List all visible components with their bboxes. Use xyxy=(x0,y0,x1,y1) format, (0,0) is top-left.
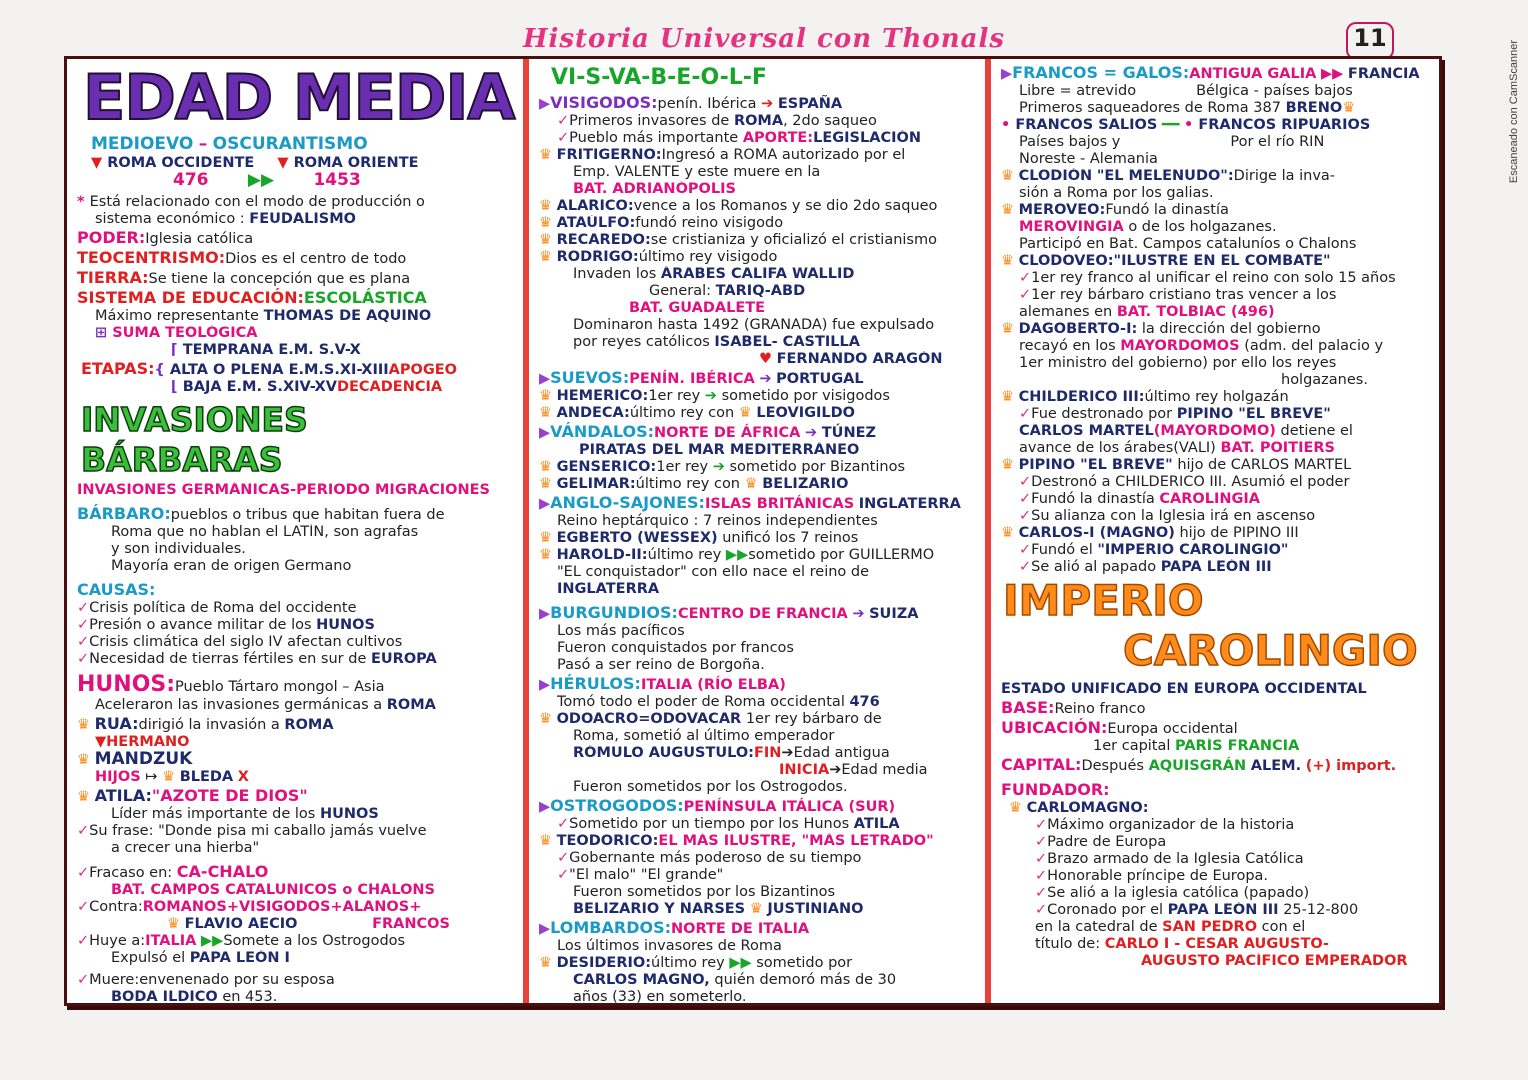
childerico-line: ♛ CHILDERICO III:último rey holgazán xyxy=(1001,389,1289,405)
rua-line: ♛ RUA:dirigió la invasión a ROMA xyxy=(77,714,334,733)
odoacro-4: INICIA➔Edad media xyxy=(779,762,928,778)
conquistador-1: "EL conquistador" con ello nace el reino de xyxy=(557,564,870,580)
meroveo-line: ♛ MEROVEO:Fundó la dinastía xyxy=(1001,202,1229,218)
suma-line: ⊞ SUMA TEOLÓGICA xyxy=(95,325,258,341)
carlomagno-6: ✓Coronado por el PAPA LEÓN III 25-12-800 xyxy=(1035,902,1359,918)
roma-labels: ▼ ROMA OCCIDENTE ▼ ROMA ORIENTE xyxy=(91,155,419,171)
atila-line: ♛ ATILA:"AZOTE DE DIOS" xyxy=(77,786,308,805)
invasiones-sub: INVASIONES GERMÁNICAS-PERIODO MIGRACIONES xyxy=(77,482,490,498)
poder-line: PODER:Iglesia católica xyxy=(77,228,254,247)
tierra-line: TIERRA:Se tiene la concepción que es plana xyxy=(77,268,411,287)
etapas-block: ⌈ TEMPRANA E.M. S.V-X ETAPAS:{ ALTA O PLENA E.M.S.XI-XIIIAPOGEO ⌊ BAJA E.M. S.XIV-XVDECADENCIA xyxy=(81,342,457,395)
lombardos-1: Los últimos invasores de Roma xyxy=(557,938,782,954)
carlomagno-3: ✓Brazo armado de la Iglesia Católica xyxy=(1035,851,1304,867)
causa-1: ✓Crisis política de Roma del occidente xyxy=(77,600,357,616)
causa-3: ✓Crisis climática del siglo IV afectan cultivos xyxy=(77,634,403,650)
hunos-line1: HUNOS:Pueblo Tártaro mongol – Asia xyxy=(77,673,385,697)
clodoveo-line: ♛ CLODOVEO:"ILUSTRE EN EL COMBATE" xyxy=(1001,253,1331,269)
meroveo-3: Participó en Bat. Campos cataluníos o Chalons xyxy=(1019,236,1357,252)
causa-4: ✓Necesidad de tierras fértiles en sur de EUROPA xyxy=(77,651,437,667)
andeca-line: ♛ ANDECA:último rey con ♛ LEOVIGILDO xyxy=(539,405,856,421)
carlos-2: ✓Se alió al papado PAPA LEÓN III xyxy=(1019,559,1272,575)
piratas-line: PIRATAS DEL MAR MEDITERRÁNEO xyxy=(579,442,860,458)
pipino-2: ✓Fundó la dinastía CAROLINGIA xyxy=(1019,491,1261,507)
clodoveo-1: ✓1er rey franco al unificar el reino con solo 15 años xyxy=(1019,270,1396,286)
atila-frase: ✓Su frase: "Donde pisa mi caballo jamás vuelve xyxy=(77,823,427,839)
fritigerno-2: Emp. VALENTE y este muere en la xyxy=(573,164,821,180)
burgundios-3: Pasó a ser reino de Borgoña. xyxy=(557,657,765,673)
teocentrismo-line: TEOCENTRISMO:Dios es el centro de todo xyxy=(77,248,407,267)
teodorico-line: ♛ TEODORICO:EL MÁS ILUSTRE, "MÁS LETRADO" xyxy=(539,833,934,849)
carlomagno-5: ✓Se alió a la iglesia católica (papado) xyxy=(1035,885,1310,901)
ubicacion-line: UBICACIÓN:Europa occidental xyxy=(1001,718,1238,737)
mandzuk-line: ♛ MANDZUK xyxy=(77,751,193,769)
imperio-title: IMPERIO xyxy=(1003,576,1204,625)
relacion-line1: * Está relacionado con el modo de producción o xyxy=(77,194,425,210)
conquistador-2: INGLATERRA xyxy=(557,581,660,597)
heptarquico-line: Reino heptárquico : 7 reinos independientes xyxy=(557,513,878,529)
mnemonic-title: VI-S-VA-B-E-O-L-F xyxy=(551,65,767,90)
childerico-3: avance de los árabes(VALI) BAT. POITIERS xyxy=(1019,440,1335,456)
carlos-1: ✓Fundó el "IMPERIO CAROLINGIO" xyxy=(1019,542,1289,558)
column-francos xyxy=(991,59,1439,1003)
barbaro-line2: Roma que no hablan el LATÍN, son agrafas xyxy=(111,524,419,540)
atila-frase-2: a crecer una hierba" xyxy=(111,840,260,856)
carlos-line: ♛ CARLOS-I (MAGNO) hijo de PIPINO III xyxy=(1001,525,1299,541)
muere-line: ✓Muere:envenenado por su esposa xyxy=(77,972,335,988)
gelimar-line: ♛ GELIMAR:último rey con ♛ BELIZARIO xyxy=(539,476,849,492)
expulso-line: Expulsó el PAPA LEÓN I xyxy=(111,950,290,966)
barbaro-line1: BÁRBARO:pueblos o tribus que habitan fuera de xyxy=(77,504,445,523)
fracaso-line: ✓Fracaso en: CA-CHALO xyxy=(77,862,269,881)
carlomagno-7: en la catedral de SAN PEDRO con el xyxy=(1035,919,1306,935)
fritigerno-line: ♛ FRITIGERNO:Ingresó a ROMA autorizado por el xyxy=(539,147,906,163)
general-line: General: TARIQ-ABD xyxy=(649,283,806,299)
herulos-line: ▶HÉRULOS:ITALIA (RÍO ELBA) xyxy=(539,674,786,693)
invaden-line: Invaden los ÁRABES CALIFA WALLID xyxy=(573,266,855,282)
ostrogodos-1: ✓Sometido por un tiempo por los Hunos ATILA xyxy=(557,816,900,832)
flavio-line: ♛ FLAVIO AECIO FRANCOS xyxy=(167,916,450,932)
francos-line: ▶FRANCOS = GALOS:ANTIGUA GALIA ▶▶ FRANCIA xyxy=(1001,63,1420,82)
vandalos-line: ▶VÁNDALOS:NORTE DE ÁFRICA ➔ TÚNEZ xyxy=(539,422,877,441)
dagoberto-3: 1er ministro del gobierno) por ello los reyes xyxy=(1019,355,1337,371)
scanner-watermark: Escaneado con CamScanner xyxy=(1508,40,1520,184)
desiderio-2: CARLOS MAGNO, quién demoró más de 30 xyxy=(573,972,897,988)
atila-lider: Líder más importante de los HUNOS xyxy=(111,806,379,822)
odoacro-3: RÓMULO AUGUSTULO:FIN➔Edad antigua xyxy=(573,745,890,761)
teodorico-2: ✓Gobernante más poderoso de su tiempo xyxy=(557,850,862,866)
boda-line: BODA ILDICO en 453. xyxy=(111,989,278,1003)
contra-line: ✓Contra:ROMANOS+VISIGODOS+ALANOS+ xyxy=(77,899,422,915)
fundador-heading: FUNDADOR: xyxy=(1001,780,1110,799)
clodoveo-2: ✓1er rey bárbaro cristiano tras vencer a los xyxy=(1019,287,1337,303)
causa-2: ✓Presión o avance militar de los HUNOS xyxy=(77,617,375,633)
pipino-1: ✓Destronó a CHILDERICO III. Asumió el poder xyxy=(1019,474,1350,490)
teodorico-3: ✓"El malo" "El grande" xyxy=(557,867,724,883)
dominaron-2: por reyes católicos ISABEL- CASTILLA xyxy=(573,334,860,350)
barbaro-line3: y son individuales. xyxy=(111,541,246,557)
educacion-line: SISTEMA DE EDUCACIÓN:ESCOLÁSTICA xyxy=(77,288,427,307)
hermano-label: ▼HERMANO xyxy=(95,734,190,750)
page-number: 11 xyxy=(1346,22,1394,60)
carlomagno-8: título de: CARLO I - CESAR AUGUSTO- xyxy=(1035,936,1329,952)
lombardos-line: ▶LOMBARDOS:NORTE DE ITALIA xyxy=(539,918,810,937)
burgundios-1: Los más pacíficos xyxy=(557,623,685,639)
page-header-title: Historia Universal con Thonals xyxy=(522,24,1006,54)
salios-1: Países bajos y Por el río RIN xyxy=(1019,134,1325,150)
carlomagno-2: ✓Padre de Europa xyxy=(1035,834,1167,850)
capital-2: CAPITAL:Después AQUISGRÁN ALEM. (+) import. xyxy=(1001,755,1397,774)
carlomagno-4: ✓Honorable príncipe de Europa. xyxy=(1035,868,1269,884)
odoacro-line: ♛ ODOACRO=ODOVACAR 1er rey bárbaro de xyxy=(539,711,882,727)
anglosajones-line: ▶ANGLO-SAJONES:ISLAS BRITÁNICAS INGLATERRA xyxy=(539,493,961,512)
column-invasiones xyxy=(529,59,985,1003)
salios-line: • FRANCOS SALIOS ━━ • FRANCOS RIPUARIOS xyxy=(1001,117,1371,133)
suevos-line: ▶SUEVOS:PENÍN. IBÉRICA ➔ PORTUGAL xyxy=(539,368,864,387)
rodrigo-line: ♛ RODRIGO:último rey visigodo xyxy=(539,249,778,265)
salios-2: Noreste - Alemania xyxy=(1019,151,1158,167)
relacion-line2: sistema económico : FEUDALISMO xyxy=(95,211,356,227)
causas-heading: CAUSAS: xyxy=(77,580,156,599)
carlomagno-9: AUGUSTO PACÍFICO EMPERADOR xyxy=(1141,953,1408,969)
bat-campos-line: BAT. CAMPOS CATALUNICOS o CHALONS xyxy=(111,882,435,898)
roma-years: 476 ▶▶ 1453 xyxy=(173,172,361,189)
capital-1: 1er capital PARÍS FRANCIA xyxy=(1093,738,1300,754)
maximo-line: Máximo representante THOMAS DE AQUINO xyxy=(95,308,432,324)
pipino-line: ♛ PIPINO "EL BREVE" hijo de CARLOS MARTEL xyxy=(1001,457,1352,473)
burgundios-line: ▶BURGUNDIOS:CENTRO DE FRANCIA ➔ SUIZA xyxy=(539,603,919,622)
ostrogodos-line: ▶OSTROGODOS:PENÍNSULA ITÁLICA (SUR) xyxy=(539,796,896,815)
burgundios-2: Fueron conquistados por francos xyxy=(557,640,794,656)
visigodos-1: ✓Primeros invasores de ROMA, 2do saqueo xyxy=(557,113,877,129)
meroveo-2: MEROVINGIA o de los holgazanes. xyxy=(1019,219,1277,235)
teodorico-5: BELIZARIO Y NARSES ♛ JUSTINIANO xyxy=(573,901,864,917)
dominaron-1: Dominaron hasta 1492 (GRANADA) fue expulsado xyxy=(573,317,935,333)
desiderio-line: ♛ DESIDERIO:último rey ▶▶ sometido por xyxy=(539,955,853,971)
huye-line: ✓Huye a:ITALIA ▶▶Somete a los Ostrogodos xyxy=(77,933,406,949)
herulos-1: Tomó todo el poder de Roma occidental 476 xyxy=(557,694,880,710)
medioevo-line: MEDIOEVO – OSCURANTISMO xyxy=(91,134,368,154)
visigodos-2: ✓Pueblo más importante APORTE:LEGISLACIÓN xyxy=(557,130,921,146)
carolingio-title: CAROLINGIO xyxy=(1123,626,1418,675)
alarico-line: ♛ ALARICO:vence a los Romanos y se dio 2do saqueo xyxy=(539,198,938,214)
desiderio-3: años (33) en someterlo. xyxy=(573,989,747,1003)
carlomagno-1: ✓Máximo organizador de la historia xyxy=(1035,817,1295,833)
egberto-line: ♛ EGBERTO (WESSEX) unificó los 7 reinos xyxy=(539,530,859,546)
hemerico-line: ♛ HEMERICO:1er rey ➔ sometido por visigodos xyxy=(539,388,890,404)
edad-media-title: EDAD MEDIA xyxy=(83,61,515,134)
harold-line: ♛ HAROLD-II:último rey ▶▶sometido por GUILLERMO xyxy=(539,547,935,563)
hijos-line: HIJOS ↦ ♛ BLEDA X xyxy=(95,769,249,785)
guadalete-line: BAT. GUADALETE xyxy=(629,300,766,316)
dagoberto-2: recayó en los MAYORDOMOS (adm. del palacio y xyxy=(1019,338,1384,354)
fernando-line: ♥ FERNANDO ARAGÓN xyxy=(759,351,943,367)
odoacro-2: Roma, sometió al último emperador xyxy=(573,728,835,744)
odoacro-5: Fueron sometidos por los Ostrogodos. xyxy=(573,779,848,795)
teodorico-4: Fueron sometidos por los Bizantinos xyxy=(573,884,836,900)
base-line: BASE:Reino franco xyxy=(1001,698,1146,717)
hunos-line2: Aceleraron las invasiones germánicas a ROMA xyxy=(95,697,436,713)
notes-sheet xyxy=(64,56,1442,1006)
clodoveo-3: alemanes en BAT. TOLBIAC (496) xyxy=(1019,304,1275,320)
childerico-2: CARLOS MARTEL(MAYORDOMO) detiene el xyxy=(1019,423,1353,439)
column-edad-media xyxy=(67,59,523,1003)
ataulfo-line: ♛ ATAÚLFO:fundó reino visigodo xyxy=(539,215,784,231)
invasiones-barbaras-title: INVASIONES BÁRBARAS xyxy=(81,400,308,479)
carlomagno-line: ♛ CARLOMAGNO: xyxy=(1009,800,1149,816)
genserico-line: ♛ GENSERICO:1er rey ➔ sometido por Bizantinos xyxy=(539,459,905,475)
clodion-line: ♛ CLODIÓN "EL MELENUDO":Dirige la inva- xyxy=(1001,168,1336,184)
barbaro-line4: Mayoría eran de origen Germano xyxy=(111,558,352,574)
pipino-3: ✓Su alianza con la Iglesia irá en ascenso xyxy=(1019,508,1316,524)
dagoberto-4: holgazanes. xyxy=(1281,372,1368,388)
clodion-2: sión a Roma por los galias. xyxy=(1019,185,1214,201)
saqueadores-line: Primeros saqueadores de Roma 387 BRENO♛ xyxy=(1019,100,1356,116)
visigodos-line: ▶VISIGODOS:penín. Ibérica ➔ ESPAÑA xyxy=(539,93,843,112)
childerico-1: ✓Fue destronado por PIPINO "EL BREVE" xyxy=(1019,406,1331,422)
fritigerno-3: BAT. ADRIANÓPOLIS xyxy=(573,181,736,197)
recaredo-line: ♛ RECAREDO:se cristianiza y oficializó el cristianismo xyxy=(539,232,937,248)
libre-line: Libre = atrevido Bélgica - países bajos xyxy=(1019,83,1353,99)
estado-line: ESTADO UNIFICADO EN EUROPA OCCIDENTAL xyxy=(1001,681,1367,697)
dagoberto-line: ♛ DAGOBERTO-I: la dirección del gobierno xyxy=(1001,321,1321,337)
